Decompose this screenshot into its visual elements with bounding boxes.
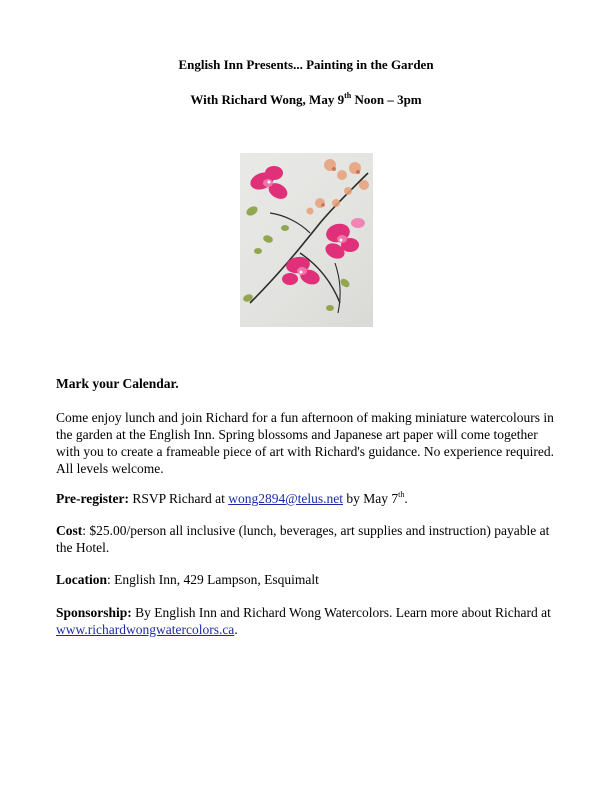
- blossom-illustration: [240, 153, 373, 327]
- cost-paragraph: [56, 522, 556, 556]
- location-label: Location: [56, 572, 108, 587]
- preregister-paragraph: [56, 490, 556, 507]
- preregister-text: RSVP Richard at: [128, 491, 229, 506]
- sponsorship-paragraph: [56, 604, 556, 638]
- website-link[interactable]: www.richardwongwatercolors.ca: [56, 622, 235, 637]
- sponsorship-label: Sponsorship:: [56, 605, 132, 620]
- calendar-heading: Mark your Calendar.: [56, 376, 179, 391]
- sponsorship-text: By English Inn and Richard Wong Watercolors. Learn more about Richard at: [131, 605, 551, 620]
- page-title: English Inn Presents... Painting in the Garden: [178, 57, 434, 72]
- cost-text: : $25.00/person all inclusive (lunch, beverages, art supplies and instruction) payable at the Hotel.: [56, 523, 550, 555]
- subtitle-time: Noon – 3pm: [351, 92, 422, 107]
- intro-paragraph: Come enjoy lunch and join Richard for a fun afternoon of making miniature watercolours in the garden at the English Inn. Spring blossoms and Japanese art paper will come together with you to create a frameable piece of art with Richard's guidance. No experience required. All levels welcome.: [56, 410, 554, 476]
- email-link[interactable]: wong2894@telus.net: [228, 491, 343, 506]
- preregister-sup: th: [398, 489, 405, 499]
- location-paragraph: [56, 571, 556, 588]
- watercolor-painting: [240, 153, 373, 327]
- preregister-end: .: [404, 491, 408, 506]
- subtitle-sup: th: [344, 90, 352, 100]
- cost-label: Cost: [56, 523, 83, 538]
- preregister-label: Pre-register:: [56, 491, 129, 506]
- sponsorship-end: .: [234, 622, 238, 637]
- subtitle-date: With Richard Wong, May 9: [190, 92, 345, 107]
- location-text: : English Inn, 429 Lampson, Esquimalt: [107, 572, 319, 587]
- page-subtitle: [0, 92, 612, 108]
- preregister-deadline: by May 7: [343, 491, 399, 506]
